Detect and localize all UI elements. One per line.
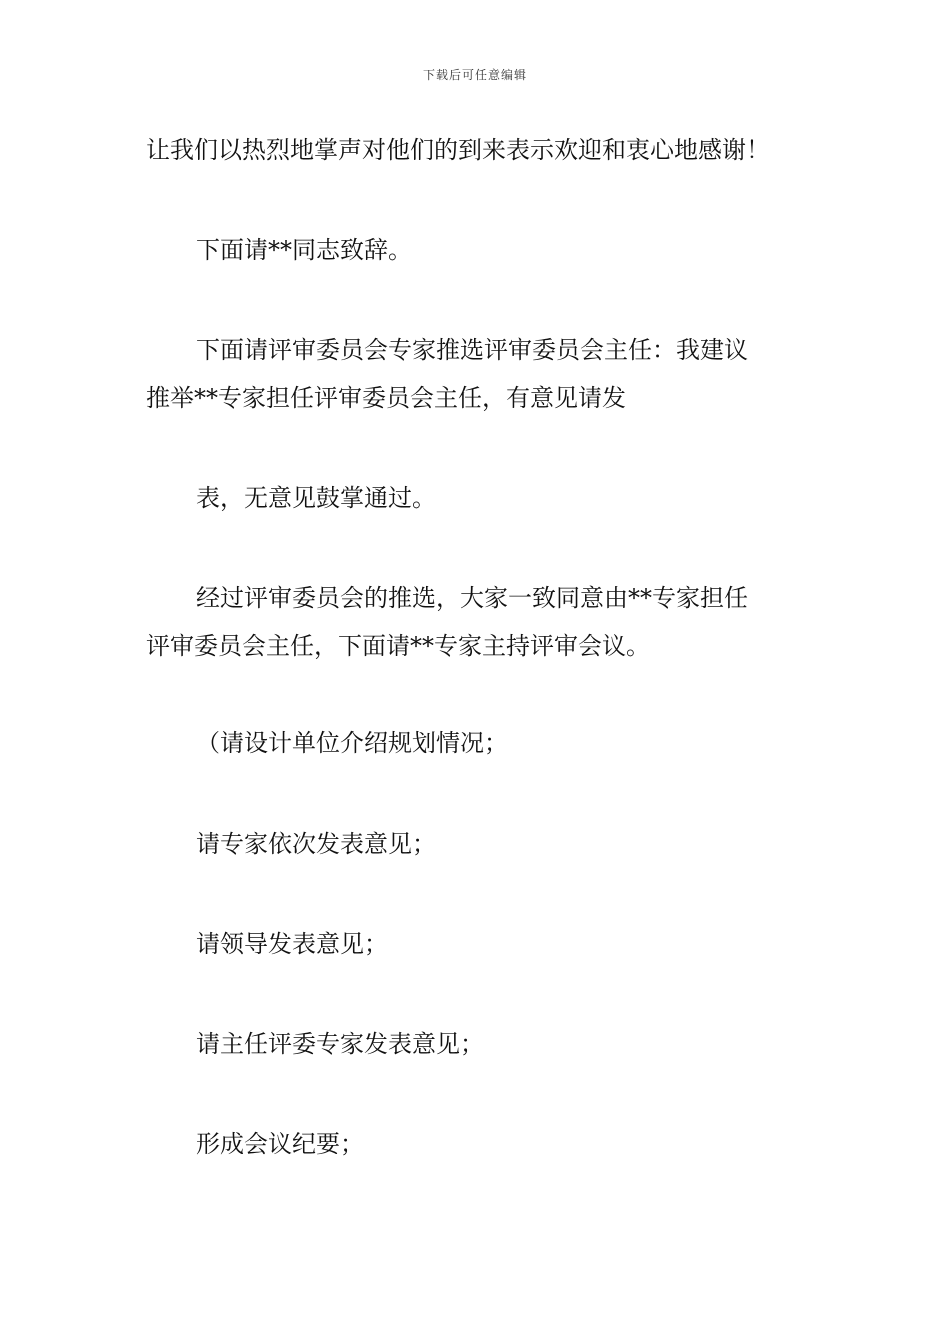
paragraph-leaders: 请领导发表意见； [196, 930, 388, 958]
paragraph-chief-expert: 请主任评委专家发表意见； [196, 1030, 484, 1058]
paragraph-nominate-line2: 推举**专家担任评审委员会主任，有意见请发 [146, 384, 626, 412]
paragraph-nominate-line3: 表，无意见鼓掌通过。 [196, 484, 436, 512]
paragraph-speech: 下面请**同志致辞。 [196, 236, 412, 264]
paragraph-experts: 请专家依次发表意见； [196, 830, 436, 858]
page-header: 下载后可任意编辑 [422, 68, 527, 82]
paragraph-elected-line1: 经过评审委员会的推选，大家一致同意由**专家担任 [196, 584, 748, 612]
paragraph-elected-line2: 评审委员会主任，下面请**专家主持评审会议。 [146, 632, 650, 660]
paragraph-minutes: 形成会议纪要； [196, 1130, 364, 1158]
paragraph-thanks: 让我们以热烈地掌声对他们的到来表示欢迎和衷心地感谢！ [146, 136, 770, 164]
paragraph-design-unit: （请设计单位介绍规划情况； [196, 729, 508, 757]
paragraph-nominate-line1: 下面请评审委员会专家推选评审委员会主任：我建议 [196, 336, 748, 364]
